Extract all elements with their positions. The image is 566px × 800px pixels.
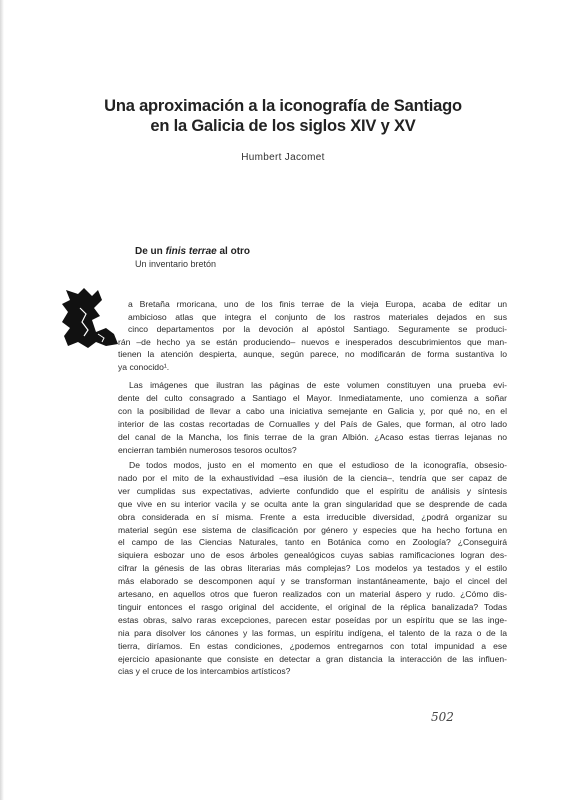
body-line: rán –de hecho ya se están produciendo– nuevos e inesperados descubrimientos que man- (118, 336, 507, 347)
section-heading (135, 246, 250, 257)
dropcap-ornament (58, 286, 122, 350)
body-line: ambicioso atlas que integra el conjunto de los rastros materiales dejados en sus (128, 311, 507, 322)
section-heading-prefix: De un (135, 246, 166, 257)
article-title-line-2: en la Galicia de los siglos XIV y XV (150, 117, 416, 135)
body-line: tienen la atención despierta, aunque, según parece, no modificarán de forma sustantiva lo (118, 349, 507, 360)
body-line: del canal de la Mancha, los finis terrae de la gran Albión. ¿Acaso estas tierras lejanas no (118, 431, 507, 442)
body-line: más elaborado se descomponen aquí y se transforman instantáneamente, bajo el cincel del (118, 576, 507, 587)
body-line: obra considerada en sí misma. Frente a esta irreducible diversidad, ¿podrá organizar su (118, 511, 507, 522)
article-title-line-1: Una aproximación a la iconografía de Santiago (104, 97, 462, 115)
body-line: con la posibilidad de llevar a cabo una iniciativa semejante en Galicia y, por qué no, en el (118, 405, 507, 416)
body-line: encierran también numerosos tesoros ocultos? (118, 444, 297, 455)
body-line: material según ese sistema de clasificación por género y especies que ha hecho fortuna en (118, 524, 507, 535)
body-line: artesano, en aquellos otros que fueron realizados con un material áspero y rudo. ¿Cómo dis- (118, 589, 507, 599)
body-line: ver cumplidas sus expectativas, advierte confundido que el espíritu de análisis y síntesis (118, 485, 507, 496)
body-line: el campo de las Ciencias Naturales, tanto en Botánica como en Zoología? ¿Conseguirá (118, 537, 507, 548)
body-line: nado por el mito de la exhaustividad –esa ilusión de la ciencia–, tendría que ser capaz de (118, 472, 507, 483)
author-name: Humbert Jacomet (241, 152, 325, 163)
section-subheading: Un inventario bretón (135, 259, 217, 269)
body-line: ejercicio apasionante que consiste en detectar a gran distancia la interacción de las influen- (118, 653, 507, 664)
body-line: cias y el cruce de los intercambios artísticos? (118, 666, 291, 677)
body-line: ya conocido¹. (118, 362, 170, 372)
body-line: a Bretaña rmoricana, uno de los finis terrae de la vieja Europa, acaba de editar un (128, 299, 507, 309)
page-number: 502 (431, 710, 454, 724)
body-line: nia para disolver los cánones y las formas, un espíritu indígena, el talento de la raza o de la (118, 627, 507, 638)
section-heading-suffix: al otro (216, 246, 251, 257)
body-line: dente del culto consagrado a Santiago el Mayor. Inmediatamente, uno comienza a soñar (118, 392, 507, 403)
body-line: Las imágenes que ilustran las páginas de este volumen constituyen una prueba evi- (129, 380, 507, 390)
body-line: interior de las costas recortadas de Cornualles y del País de Gales, que forman, al otro lado (118, 418, 507, 429)
section-heading-italic: finis terrae (165, 246, 217, 257)
body-line: cinco departamentos por la devoción al apóstol Santiago. Seguramente se produci- (128, 324, 507, 335)
body-line: tinguir entonces el rasgo original del accidente, el original de la réplica banalizada? Todas (118, 601, 507, 612)
body-line: cifrar la génesis de las obras literarias más complejas? Los modelos ya testados y el estilo (118, 563, 507, 574)
body-line: estas obras, salvo raras excepciones, parecen estar poseídas por un espíritu que se las inge- (118, 614, 507, 625)
body-line: tierra, diríamos. En estas condiciones, ¿podemos entregarnos con total impunidad a ese (118, 640, 507, 651)
body-line: siquiera esbozar uno de esos árboles genealógicos cuyas sabias ramificaciones logran des- (118, 550, 507, 561)
scan-edge (0, 0, 4, 800)
body-line: que vive en su interior vacila y se oculta ante la gran singularidad que se desprende de cada (118, 498, 507, 509)
body-line: De todos modos, justo en el momento en que el estudioso de la iconografía, obsesio- (129, 460, 507, 470)
